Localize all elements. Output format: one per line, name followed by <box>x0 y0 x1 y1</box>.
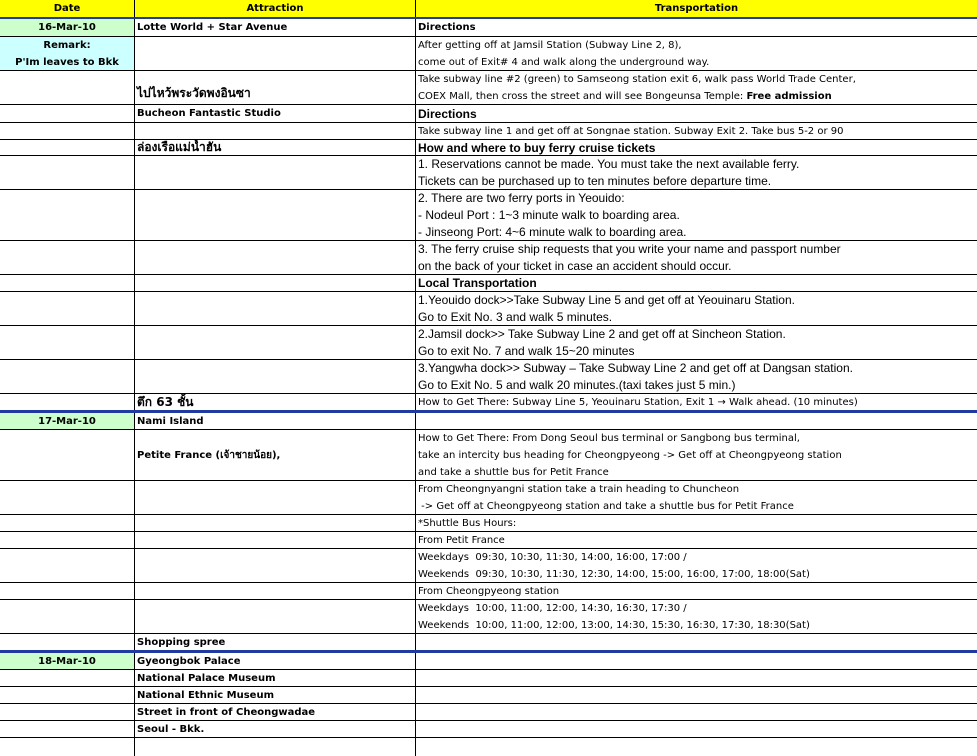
attraction-gyeongbok[interactable]: Gyeongbok Palace <box>135 653 416 669</box>
remark-text: P'Im leaves to Bkk <box>15 56 119 68</box>
row-temple <box>0 71 977 105</box>
row-bucheon-heading <box>0 105 977 123</box>
date-empty[interactable] <box>0 687 135 703</box>
bucheon-directions-text[interactable]: Take subway line 1 and get off at Songnae station. Subway Exit 2. Take bus 5-2 or 90 <box>418 125 844 137</box>
transport-empty[interactable] <box>416 721 977 737</box>
date-empty[interactable] <box>0 704 135 720</box>
attraction-cheongwadae[interactable]: Street in front of Cheongwadae <box>135 704 416 720</box>
petite-line4: From Cheongnyangni station take a train heading to Chuncheon <box>418 484 740 495</box>
date-empty[interactable] <box>0 738 135 756</box>
local-1-line2: Go to Exit No. 3 and walk 5 minutes. <box>418 310 613 324</box>
free-admission-text: Free admission <box>746 91 832 102</box>
attraction-ferry[interactable]: ล่องเรือแม่น้ำฮัน <box>135 140 416 155</box>
row-day3-2 <box>0 670 977 687</box>
transport-empty[interactable] <box>416 670 977 686</box>
attraction-empty[interactable] <box>135 156 416 189</box>
attraction-empty[interactable] <box>135 275 416 291</box>
transport-empty[interactable] <box>416 687 977 703</box>
cheongpyeong-weekdays: Weekdays 10:00, 11:00, 12:00, 14:30, 16:30, 17:30 / <box>418 603 687 614</box>
row-lotte-heading <box>0 19 977 37</box>
from-cheongpyeong-label[interactable]: From Cheongpyeong station <box>418 585 560 597</box>
date-cell-day3[interactable]: 18-Mar-10 <box>0 653 135 669</box>
lotte-line2: come out of Exit# 4 and walk along the underground way. <box>418 57 710 68</box>
date-empty[interactable] <box>0 71 135 104</box>
date-empty[interactable] <box>0 123 135 139</box>
row-local-1 <box>0 292 977 326</box>
date-empty[interactable] <box>0 275 135 291</box>
date-empty[interactable] <box>0 600 135 633</box>
row-petite-2 <box>0 481 977 515</box>
lotte-directions-heading[interactable]: Directions <box>418 22 476 33</box>
attraction-palace-museum[interactable]: National Palace Museum <box>135 670 416 686</box>
local-transport-heading[interactable]: Local Transportation <box>418 276 537 290</box>
date-empty[interactable] <box>0 156 135 189</box>
row-lotte-lines <box>0 37 977 71</box>
header-transportation[interactable]: Transportation <box>416 0 977 17</box>
attraction-empty[interactable] <box>135 360 416 393</box>
date-cell-day2[interactable]: 17-Mar-10 <box>0 413 135 429</box>
attraction-empty[interactable] <box>135 532 416 548</box>
row-shopping <box>0 634 977 653</box>
date-empty[interactable] <box>0 140 135 155</box>
date-empty[interactable] <box>0 481 135 514</box>
row-petite-6 <box>0 583 977 600</box>
local-2-line1: 2.Jamsil dock>> Take Subway Line 2 and get off at Sincheon Station. <box>418 327 786 341</box>
attraction-empty[interactable] <box>135 37 416 70</box>
row-ferry-p3 <box>0 241 977 275</box>
row-day3-6 <box>0 738 977 756</box>
attraction-tower[interactable]: ตึก 63 ชั้น <box>135 394 416 410</box>
transport-empty[interactable] <box>416 738 977 756</box>
local-transport-2[interactable] <box>416 326 977 359</box>
row-local-transport-heading <box>0 275 977 292</box>
date-empty[interactable] <box>0 670 135 686</box>
row-ferry-heading <box>0 140 977 156</box>
row-local-3 <box>0 360 977 394</box>
row-day3-1 <box>0 653 977 670</box>
attraction-empty[interactable] <box>135 326 416 359</box>
petite-line3: and take a shuttle bus for Petit France <box>418 467 609 478</box>
ferry-p3-line1: 3. The ferry cruise ship requests that you write your name and passport number <box>418 242 841 256</box>
date-empty[interactable] <box>0 326 135 359</box>
lotte-line1: After getting off at Jamsil Station (Subway Line 2, 8), <box>418 40 682 51</box>
ferry-paragraph-2[interactable] <box>416 190 977 240</box>
row-day3-4 <box>0 704 977 721</box>
attraction-nami[interactable]: Nami Island <box>135 413 416 429</box>
ferry-p2-line1: 2. There are two ferry ports in Yeouido: <box>418 191 625 205</box>
date-empty[interactable] <box>0 105 135 122</box>
attraction-bucheon[interactable]: Bucheon Fantastic Studio <box>135 105 416 122</box>
attraction-seoul-bkk[interactable]: Seoul - Bkk. <box>135 721 416 737</box>
row-petite-4 <box>0 532 977 549</box>
petit-france-schedule[interactable] <box>416 549 977 582</box>
header-date[interactable]: Date <box>0 0 135 17</box>
local-3-line2: Go to Exit No. 5 and walk 20 minutes.(taxi takes just 5 min.) <box>418 378 736 392</box>
attraction-empty[interactable] <box>135 583 416 599</box>
ferry-p2-line2: - Nodeul Port : 1~3 minute walk to boarding area. <box>418 208 680 222</box>
attraction-lotte[interactable]: Lotte World + Star Avenue <box>135 19 416 36</box>
attraction-empty[interactable] <box>135 549 416 582</box>
remark-label: Remark: <box>43 39 91 51</box>
ferry-p3-line2: on the back of your ticket in case an accident should occur. <box>418 259 732 273</box>
transport-empty[interactable] <box>416 634 977 650</box>
attraction-temple[interactable]: ไปไหว้พระวัดพงอินซา <box>135 71 416 104</box>
ferry-p1-line2: Tickets can be purchased up to ten minutes before departure time. <box>418 174 772 188</box>
petite-line2: take an intercity bus heading for Cheongpyeong -> Get off at Cheongpyeong station <box>418 450 842 461</box>
attraction-empty[interactable] <box>135 123 416 139</box>
ferry-paragraph-3[interactable] <box>416 241 977 274</box>
cheongpyeong-weekends: Weekends 10:00, 11:00, 12:00, 13:00, 14:30, 15:30, 16:30, 17:30, 18:30(Sat) <box>418 620 810 631</box>
attraction-shopping[interactable]: Shopping spree <box>135 634 416 650</box>
lotte-directions-text[interactable] <box>416 37 977 70</box>
row-petite-3 <box>0 515 977 532</box>
date-empty[interactable] <box>0 360 135 393</box>
date-cell-day1[interactable]: 16-Mar-10 <box>0 19 135 36</box>
petite-line1: How to Get There: From Dong Seoul bus terminal or Sangbong bus terminal, <box>418 433 800 444</box>
ferry-paragraph-1[interactable] <box>416 156 977 189</box>
row-petite-7 <box>0 600 977 634</box>
date-empty[interactable] <box>0 515 135 531</box>
remark-cell[interactable] <box>0 37 135 70</box>
petite-directions-bus[interactable] <box>416 430 977 480</box>
petit-weekdays: Weekdays 09:30, 10:30, 11:30, 14:00, 16:00, 17:00 / <box>418 552 687 563</box>
row-day3-5 <box>0 721 977 738</box>
temple-line2 <box>418 88 977 104</box>
attraction-empty[interactable] <box>135 481 416 514</box>
row-nami <box>0 413 977 430</box>
local-3-line1: 3.Yangwha dock>> Subway – Take Subway Line 2 and get off at Dangsan station. <box>418 361 853 375</box>
header-row <box>0 0 977 19</box>
transport-empty[interactable] <box>416 653 977 669</box>
shuttle-hours-label[interactable]: *Shuttle Bus Hours: <box>418 517 517 529</box>
attraction-empty[interactable] <box>135 292 416 325</box>
row-day3-3 <box>0 687 977 704</box>
date-empty[interactable] <box>0 190 135 240</box>
temple-line2-text: COEX Mall, then cross the street and will see Bongeunsa Temple: <box>418 91 747 102</box>
temple-line1: Take subway line #2 (green) to Samseong station exit 6, walk pass World Trade Center, <box>418 74 856 85</box>
row-tower <box>0 394 977 413</box>
temple-directions[interactable] <box>416 71 977 104</box>
attraction-empty[interactable] <box>135 190 416 240</box>
date-empty[interactable] <box>0 532 135 548</box>
from-petit-france-label[interactable]: From Petit France <box>418 534 505 546</box>
petite-line5: -> Get off at Cheongpyeong station and take a shuttle bus for Petit France <box>418 501 794 512</box>
header-attraction[interactable]: Attraction <box>135 0 416 17</box>
date-empty[interactable] <box>0 241 135 274</box>
attraction-petite-france[interactable]: Petite France (เจ้าชายน้อย), <box>135 430 416 480</box>
date-empty[interactable] <box>0 549 135 582</box>
ferry-p1-line1: 1. Reservations cannot be made. You must take the next available ferry. <box>418 157 800 171</box>
date-empty[interactable] <box>0 634 135 650</box>
attraction-empty[interactable] <box>135 600 416 633</box>
ferry-p2-line3: - Jinseong Port: 4~6 minute walk to boarding area. <box>418 225 687 239</box>
tower-directions[interactable]: How to Get There: Subway Line 5, Yeouinaru Station, Exit 1 → Walk ahead. (10 minutes) <box>418 396 858 408</box>
row-local-2 <box>0 326 977 360</box>
date-empty[interactable] <box>0 430 135 480</box>
attraction-ethnic-museum[interactable]: National Ethnic Museum <box>135 687 416 703</box>
attraction-empty[interactable] <box>135 241 416 274</box>
row-ferry-p2 <box>0 190 977 241</box>
row-ferry-p1 <box>0 156 977 190</box>
attraction-empty[interactable] <box>135 738 416 756</box>
attraction-empty[interactable] <box>135 515 416 531</box>
petit-weekends: Weekends 09:30, 10:30, 11:30, 12:30, 14:00, 15:00, 16:00, 17:00, 18:00(Sat) <box>418 569 810 580</box>
date-empty[interactable] <box>0 721 135 737</box>
petite-directions-train[interactable] <box>416 481 977 514</box>
local-transport-1[interactable] <box>416 292 977 325</box>
row-bucheon-line <box>0 123 977 140</box>
row-petite-5 <box>0 549 977 583</box>
date-empty[interactable] <box>0 394 135 410</box>
ferry-tickets-heading[interactable]: How and where to buy ferry cruise tickets <box>418 140 656 155</box>
local-1-line1: 1.Yeouido dock>>Take Subway Line 5 and get off at Yeouinaru Station. <box>418 293 795 307</box>
bucheon-directions-heading[interactable]: Directions <box>418 106 477 121</box>
date-empty[interactable] <box>0 583 135 599</box>
transport-empty[interactable] <box>416 413 977 429</box>
transport-empty[interactable] <box>416 704 977 720</box>
local-2-line2: Go to exit No. 7 and walk 15~20 minutes <box>418 344 635 358</box>
row-petite-1 <box>0 430 977 481</box>
date-empty[interactable] <box>0 292 135 325</box>
local-transport-3[interactable] <box>416 360 977 393</box>
cheongpyeong-schedule[interactable] <box>416 600 977 633</box>
